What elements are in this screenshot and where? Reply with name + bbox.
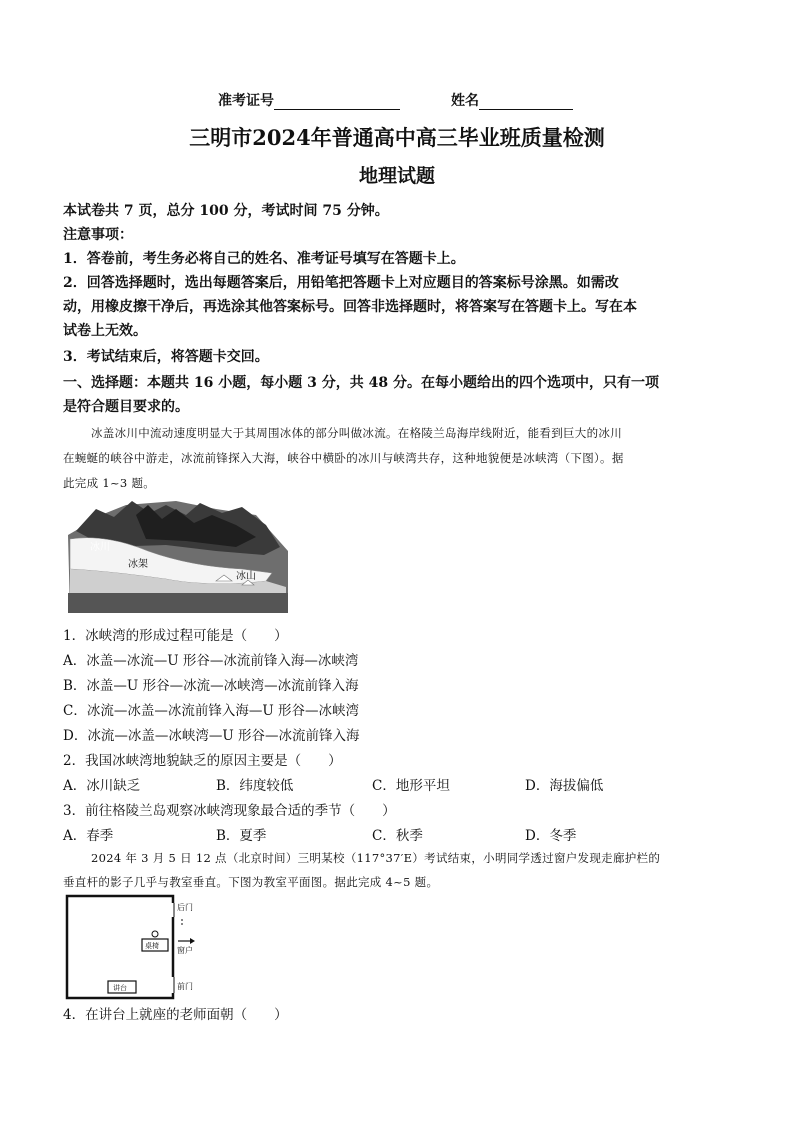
- label-front-door: 前门: [177, 982, 193, 991]
- question-1-stem: 1．冰峡湾的形成过程可能是（ ）: [63, 628, 288, 644]
- question-2-option-b: B．纬度较低: [216, 778, 294, 794]
- cross-section: [68, 593, 288, 613]
- question-3-option-c: C．秋季: [372, 828, 423, 844]
- label-ice-shelf: 冰架: [128, 559, 148, 570]
- section-heading-line-2: 是符合题目要求的。: [63, 399, 189, 415]
- exam-id-blank: [274, 95, 400, 110]
- note-1: 1．答卷前，考生务必将自己的姓名、准考证号填写在答题卡上。: [63, 251, 465, 267]
- name-blank: [479, 95, 573, 110]
- chair-circle: [152, 931, 158, 937]
- question-3-option-d: D．冬季: [525, 828, 577, 844]
- passage-1-line-3: 此完成 1~3 题。: [63, 476, 156, 490]
- question-1-option-a: A．冰盖—冰流—U 形谷—冰流前锋入海—冰峡湾: [63, 653, 359, 669]
- question-4-stem: 4．在讲台上就座的老师面朝（ ）: [63, 1007, 288, 1023]
- label-back-door: 后门: [177, 903, 193, 912]
- note-2-line-3: 试卷上无效。: [63, 323, 147, 339]
- passage-1-line-2: 在蜿蜒的峡谷中游走，冰流前锋探入大海，峡谷中横卧的冰川与峡湾共存，这种地貌便是冰峡湾（下图）。据: [63, 451, 624, 465]
- exam-id-label: 准考证号: [218, 93, 274, 109]
- passage-1-line-1: 冰盖冰川中流动速度明显大于其周围冰体的部分叫做冰流。在格陵兰岛海岸线附近，能看到巨大的冰川: [91, 426, 622, 440]
- label-glacier: 冰川: [90, 542, 110, 553]
- label-iceberg: 冰山: [236, 571, 256, 582]
- question-2-stem: 2．我国冰峡湾地貌缺乏的原因主要是（ ）: [63, 753, 342, 769]
- exam-id-field: [218, 90, 400, 110]
- label-desk: 桌椅: [145, 942, 159, 950]
- question-2-option-d: D．海拔偏低: [525, 778, 604, 794]
- question-2-option-a: A．冰川缺乏: [63, 778, 141, 794]
- question-3-stem: 3．前往格陵兰岛观察冰峡湾现象最合适的季节（ ）: [63, 803, 396, 819]
- question-1-option-b: B．冰盖—U 形谷—冰流—冰峡湾—冰流前锋入海: [63, 678, 359, 694]
- name-field: [451, 90, 573, 110]
- section-heading-line-1: 一、选择题：本题共 16 小题，每小题 3 分，共 48 分。在每小题给出的四个选项中，只有一项: [63, 375, 659, 391]
- question-3-option-b: B．夏季: [216, 828, 267, 844]
- question-2-option-c: C．地形平坦: [372, 778, 450, 794]
- passage-2-line-1: 2024 年 3 月 5 日 12 点（北京时间）三明某校（117°37′E）考试结束，小明同学透过窗户发现走廊护栏的: [91, 851, 661, 865]
- question-3-option-a: A．春季: [63, 828, 114, 844]
- label-window: 窗户: [177, 946, 193, 955]
- note-2-line-1: 2．回答选择题时，选出每题答案后，用铅笔把答题卡上对应题目的答案标号涂黑。如需改: [63, 275, 619, 291]
- fjord-diagram: [66, 495, 290, 617]
- passage-2-line-2: 垂直杆的影子几乎与教室垂直。下图为教室平面图。据此完成 4~5 题。: [63, 875, 439, 889]
- notes-heading: 注意事项：: [63, 227, 133, 243]
- exam-info: 本试卷共 7 页，总分 100 分，考试时间 75 分钟。: [63, 203, 389, 219]
- window-arrow-head: [190, 938, 195, 944]
- note-2-line-2: 动，用橡皮擦干净后，再选涂其他答案标号。回答非选择题时，将答案写在答题卡上。写在本: [63, 299, 637, 315]
- name-label: 姓名: [451, 93, 479, 109]
- question-1-option-d: D．冰流—冰盖—冰峡湾—U 形谷—冰流前锋入海: [63, 728, 360, 744]
- classroom-plan: [64, 893, 204, 1001]
- page-subtitle: 地理试题: [358, 165, 435, 187]
- note-3: 3．考试结束后，将答题卡交回。: [63, 349, 269, 365]
- question-1-option-c: C．冰流—冰盖—冰流前锋入海—U 形谷—冰峡湾: [63, 703, 359, 719]
- page-title: 三明市2024年普通高中高三毕业班质量检测: [189, 125, 605, 150]
- label-podium: 讲台: [113, 984, 127, 992]
